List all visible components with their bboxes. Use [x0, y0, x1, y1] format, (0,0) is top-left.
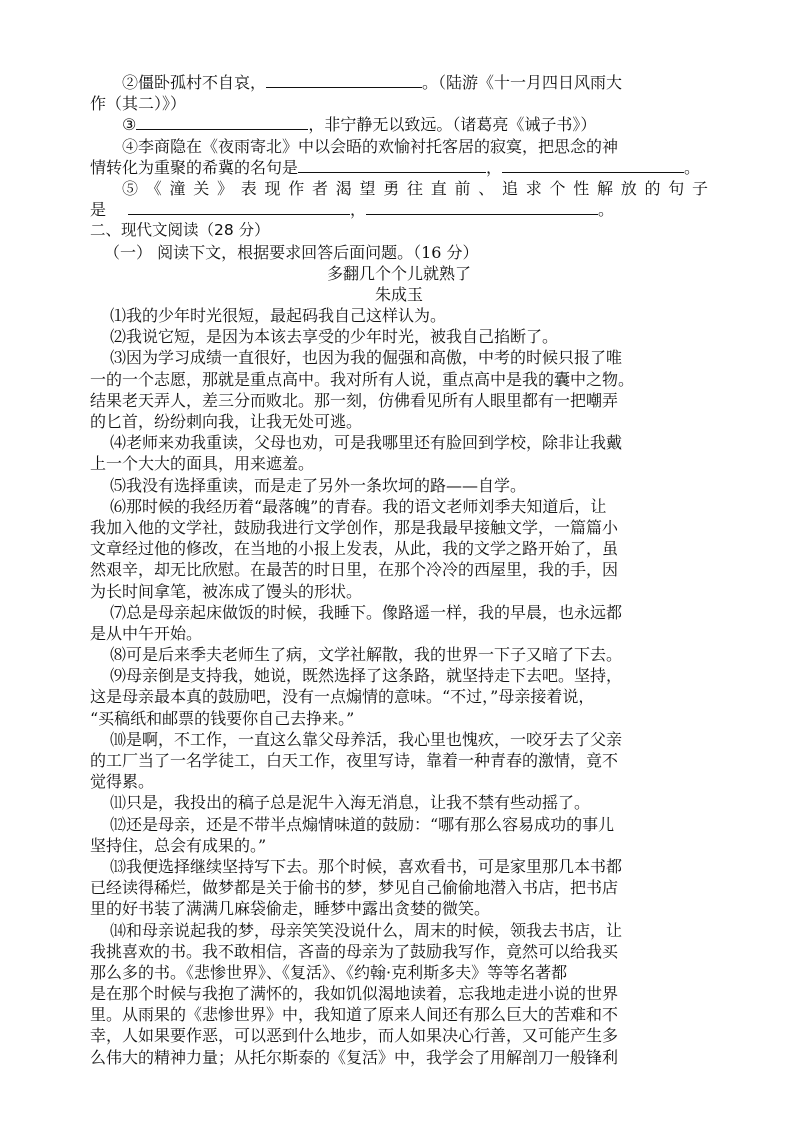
answer-blank[interactable] — [136, 114, 308, 130]
article-line: 里。从雨果的《悲惨世界》中，我知道了原来人间还有那么巨大的苦难和不 — [90, 1005, 619, 1025]
article-title: 多翻几个个儿就熟了 — [326, 263, 471, 283]
article-line: 么伟大的精神力量；从托尔斯泰的《复活》中，我学会了用解剖刀一般锋利 — [90, 1047, 619, 1067]
answer-blank[interactable] — [502, 157, 684, 173]
article-line: ⒁和母亲说起我的梦，母亲笑笑没说什么，周末的时候，领我去书店，让 — [110, 920, 623, 940]
section-subheading: （一） 阅读下文，根据要求回答后面问题。（16 分） — [104, 242, 479, 262]
article-line: ⒀我便选择继续坚持写下去。那个时候，喜欢看书，可是家里那几本书都 — [110, 856, 623, 876]
article-line: ⑾只是，我投出的稿子总是泥牛入海无消息，让我不禁有些动摇了。 — [110, 793, 591, 813]
document-page — [90, 72, 708, 1068]
answer-blank[interactable] — [298, 157, 486, 173]
article-line: 结果老天弄人，差三分而败北。那一刻，仿佛看见所有人眼里都有一把嘲弄 — [90, 390, 619, 410]
article-line: 觉得累。 — [90, 772, 155, 792]
question-2-line-2: 作（其二）》） — [90, 94, 187, 114]
question-5-line-2 — [90, 199, 708, 220]
article-line: ⑺总是母亲起床做饭的时候，我睡下。像路遥一样，我的早晨，也永远都 — [110, 602, 623, 622]
article-line: ⑴我的少年时光很短，最起码我自己这样认为。 — [110, 306, 447, 326]
article-line: 然艰辛，却无比欣慰。在最苦的时日里，在那个冷冷的西屋里，我的手，因 — [90, 560, 619, 580]
article-line: 的匕首，纷纷刺向我，让我无处可逃。 — [90, 412, 363, 431]
question-3-line — [90, 114, 708, 135]
article-line: 幸，人如果要作恶，可以恶到什么地步，而人如果决心行善，又可能产生多 — [90, 1026, 619, 1046]
article-line: 那么多的书。《悲惨世界》、《复活》、《约翰·克利斯多夫》等等名著都 — [90, 962, 568, 982]
article-line: 里的好书装了满满几麻袋偷走，睡梦中露出贪婪的微笑。 — [90, 899, 491, 919]
answer-blank[interactable] — [128, 199, 350, 215]
question-5-line-1: ⑤《潼关》表现作者渴望勇往直前、追求个性解放的句子 — [122, 178, 708, 198]
answer-blank[interactable] — [266, 72, 422, 88]
section-heading: 二、现代文阅读（28 分） — [90, 221, 270, 240]
article-line: ⑿还是母亲，还是不带半点煽情味道的鼓励：“哪有那么容易成功的事儿 — [110, 814, 615, 834]
question-3-prompt: ，非宁静无以致远。（诸葛亮《诫子书》） — [308, 115, 597, 135]
article-line: 是从中午开始。 — [90, 623, 203, 643]
question-4-prompt: 情转化为重聚的希冀的名句是 — [90, 157, 299, 177]
question-2-source: 。（陆游《十一月四日风雨大 — [422, 73, 623, 92]
period: 。 — [598, 200, 615, 220]
question-5-prompt: 是 — [90, 200, 107, 220]
article-line: 坚持住，总会有成果的。” — [90, 835, 267, 855]
article-line: ⑼母亲倒是支持我，她说，既然选择了这条路，就坚持走下去吧。坚持， — [110, 666, 623, 686]
article-line: 我挑喜欢的书。我不敢相信，吝啬的母亲为了鼓励我写作，竟然可以给我买 — [90, 941, 619, 961]
question-2-prompt: 僵卧孤村不自哀， — [138, 73, 267, 92]
article-line: 上一个大大的面具，用来遮羞。 — [90, 454, 315, 474]
question-4-line-1: ④李商隐在《夜雨寄北》中以会晤的欢愉衬托客居的寂寞，把思念的神 — [122, 136, 619, 156]
comma: ， — [350, 200, 367, 220]
article-line: ⑹那时候的我经历着“最落魄”的青春。我的语文老师刘季夫知道后，让 — [110, 496, 607, 516]
article-line: 一的一个志愿，那就是重点高中。我对所有人说，重点高中是我的囊中之物。 — [90, 369, 635, 389]
article-line: 为长时间拿笔，被冻成了馒头的形状。 — [90, 581, 363, 601]
article-line: ⑸我没有选择重读，而是走了另外一条坎坷的路——自学。 — [110, 475, 527, 495]
comma: ， — [486, 157, 503, 177]
article-line: 我加入他的文学社，鼓励我进行文学创作，那是我最早接触文学，一篇篇小 — [90, 517, 619, 537]
article-author: 朱成玉 — [374, 284, 423, 304]
article-line: ⑶因为学习成绩一直很好，也因为我的倔强和高傲，中考的时候只报了唯 — [110, 348, 623, 368]
article-line: ⑻可是后来季夫老师生了病，文学社解散，我的世界一下子又暗了下去。 — [110, 645, 623, 665]
question-2-number: ② — [122, 73, 139, 92]
question-4-line-2 — [90, 157, 708, 178]
article-line: ⑵我说它短，是因为本该去享受的少年时光，被我自己掐断了。 — [110, 327, 559, 347]
article-line: ⑽是啊，不工作，一直这么靠父母养活，我心里也愧疚，一咬牙去了父亲 — [110, 729, 623, 749]
article-line: 这是母亲最本真的鼓励吧，没有一点煽情的意味。“不过，”母亲接着说， — [90, 687, 595, 707]
article-line: 是在那个时候与我抱了满怀的，我如饥似渴地读着，忘我地走进小说的世界 — [90, 984, 619, 1004]
article-line: 已经读得稀烂，做梦都是关于偷书的梦，梦见自己偷偷地潜入书店，把书店 — [90, 878, 619, 898]
article-line: 文章经过他的修改，在当地的小报上发表，从此，我的文学之路开始了，虽 — [90, 539, 619, 559]
question-2-line-1 — [90, 72, 708, 93]
article-body — [90, 305, 708, 1068]
article-line: ⑷老师来劝我重读，父母也劝，可是我哪里还有脸回到学校，除非让我戴 — [110, 433, 623, 453]
article-line: 的工厂当了一名学徒工，白天工作，夜里写诗，靠着一种青春的激情，竟不 — [90, 751, 619, 770]
period: 。 — [684, 157, 701, 177]
article-line: “买稿纸和邮票的钱要你自己去挣来。” — [90, 708, 355, 728]
answer-blank[interactable] — [366, 199, 598, 215]
question-3-number: ③ — [122, 115, 137, 135]
